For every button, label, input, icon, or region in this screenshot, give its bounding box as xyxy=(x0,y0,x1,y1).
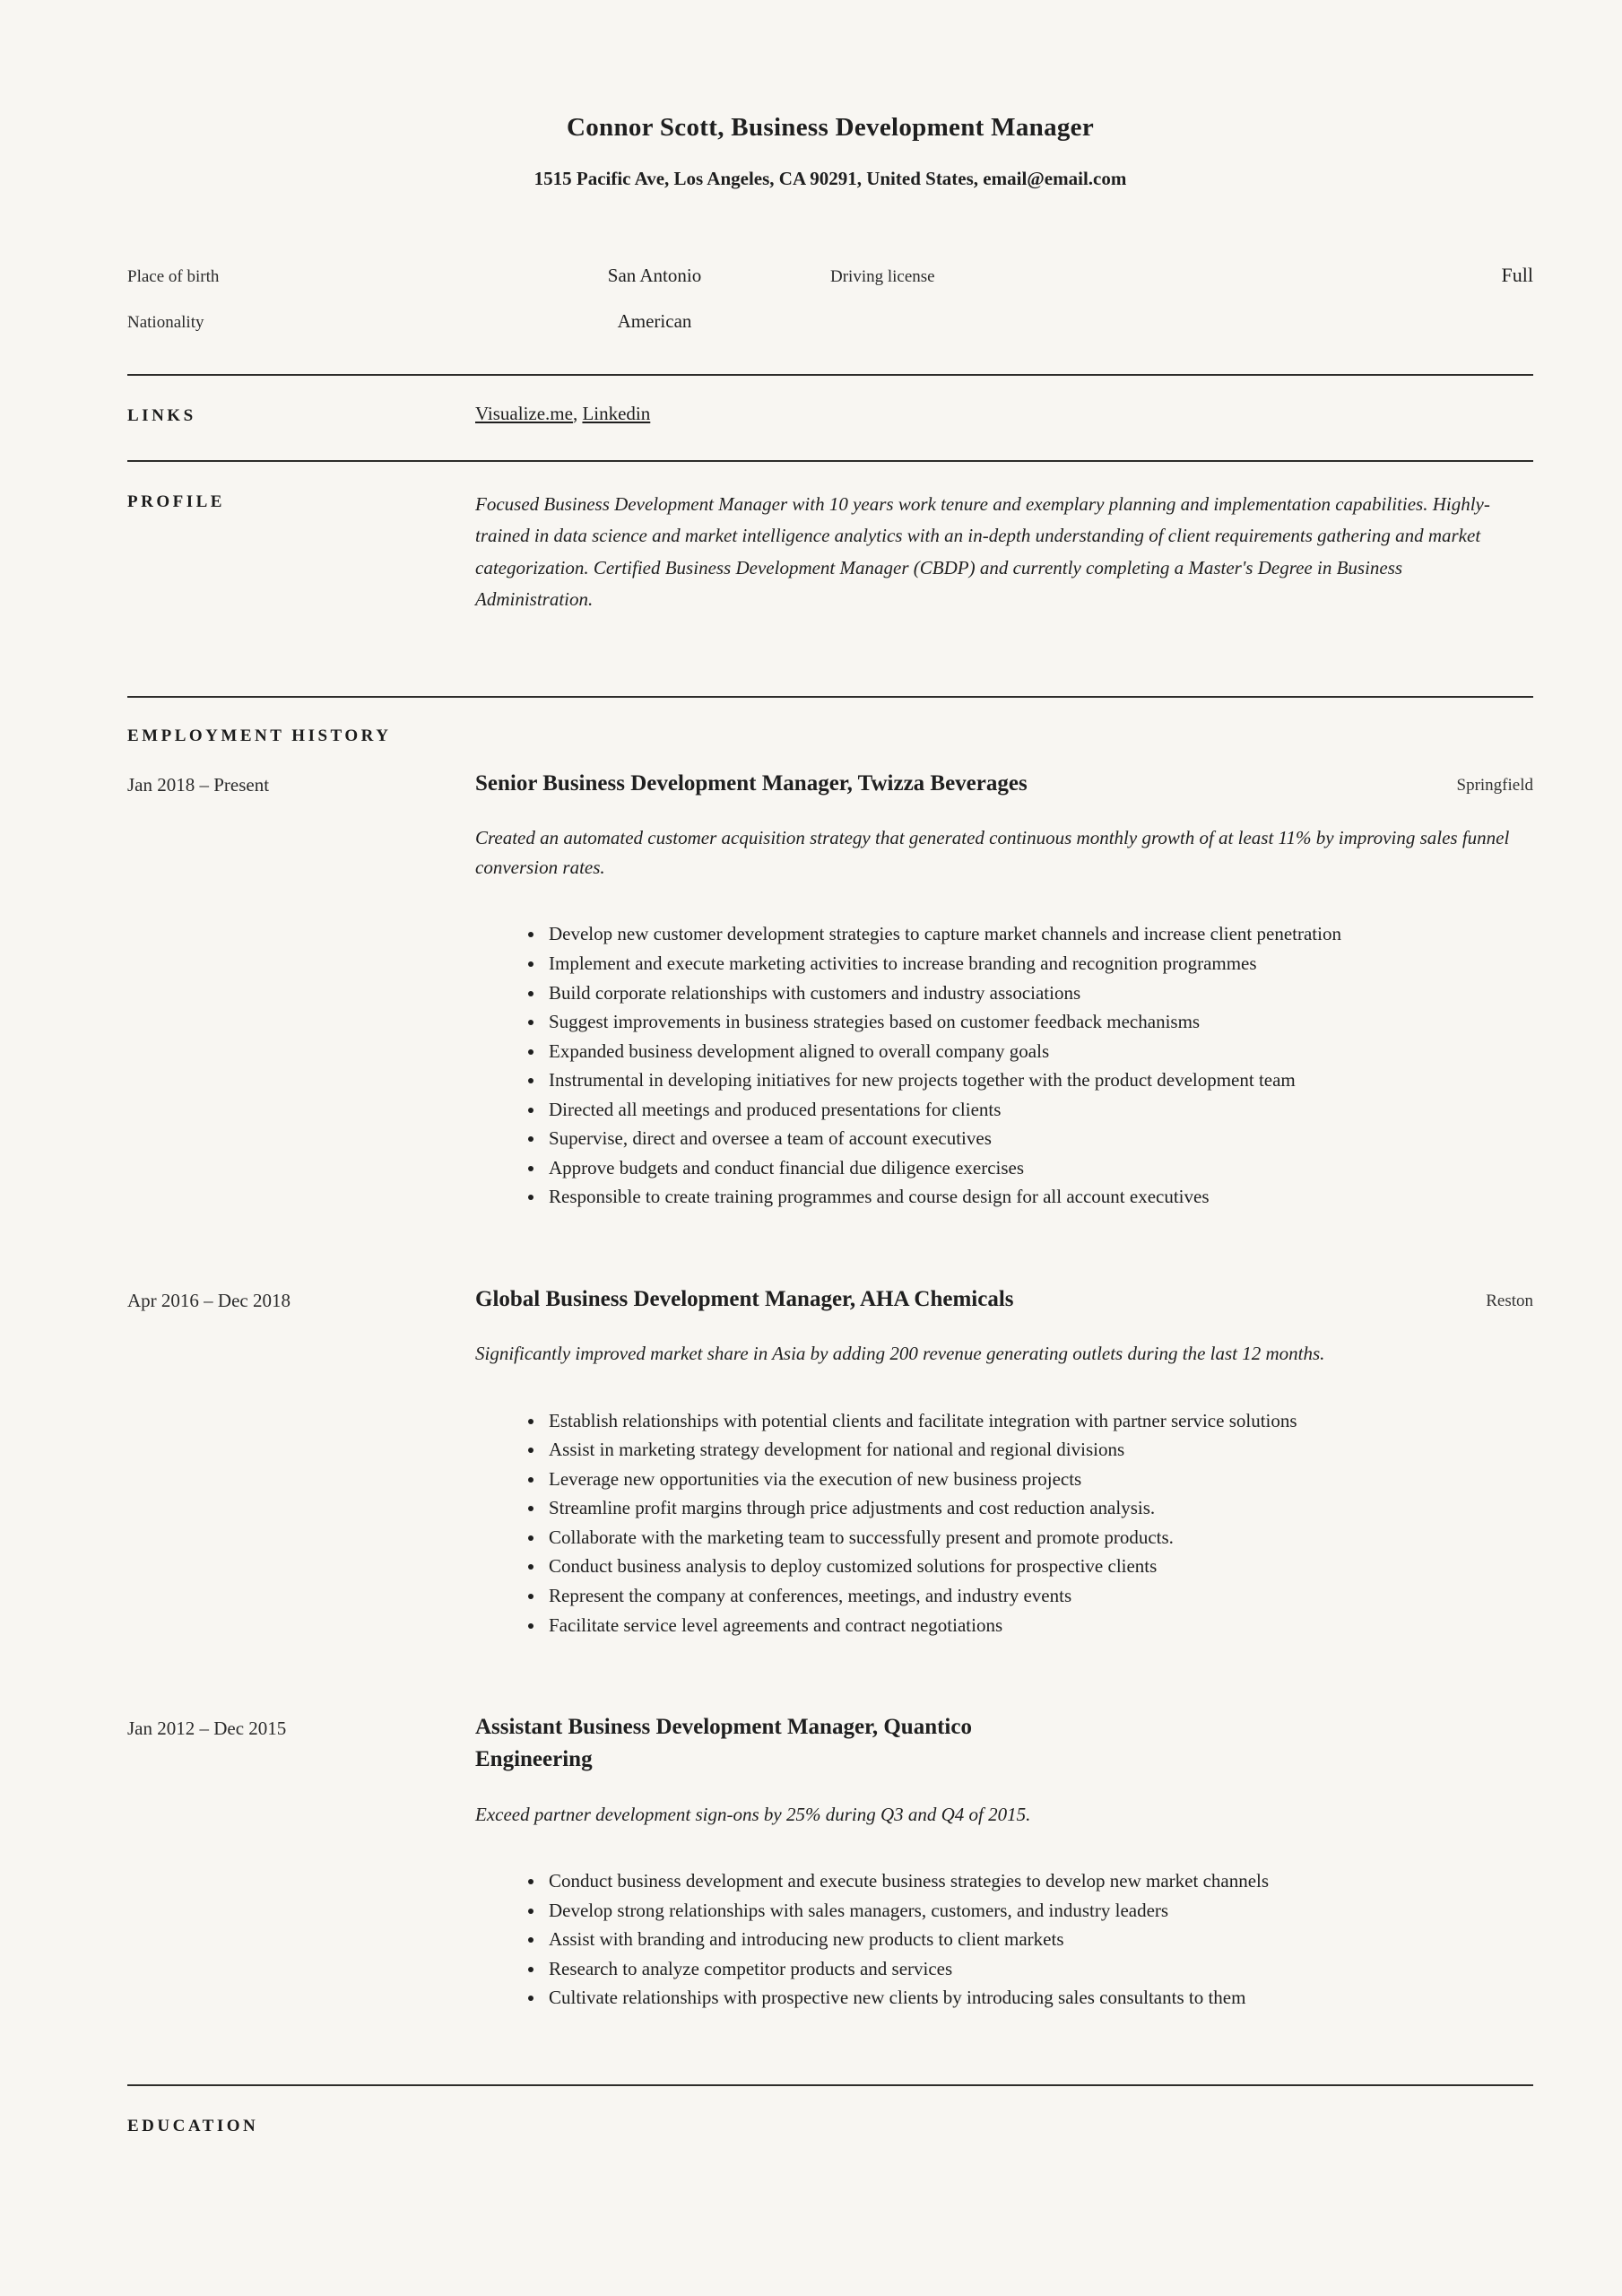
employment-section-header xyxy=(127,698,1533,768)
job-main xyxy=(475,1711,1533,2013)
bullet-item: • Establish relationships with potential clients and facilitate integration with partner service solutions xyxy=(545,1406,1497,1436)
job-entry xyxy=(127,1283,1533,1639)
bullet-item: • Cultivate relationships with prospective new clients by introducing sales consultants to them xyxy=(545,1983,1497,2013)
bullet-item: • Streamline profit margins through price adjustments and cost reduction analysis. xyxy=(545,1493,1497,1523)
personal-details xyxy=(127,264,1533,333)
job-bullet-list xyxy=(475,1866,1497,2013)
bullet-item: • Assist with branding and introducing new products to client markets xyxy=(545,1925,1497,1954)
bullet-item: • Approve budgets and conduct financial due diligence exercises xyxy=(545,1153,1497,1183)
job-title: Assistant Business Development Manager, Quantico Engineering xyxy=(475,1715,972,1772)
job-main xyxy=(475,768,1533,1212)
bullet-item: • Responsible to create training programmes and course design for all account executives xyxy=(545,1182,1497,1212)
bullet-item: • Implement and execute marketing activities to increase branding and recognition programmes xyxy=(545,949,1497,978)
links-section xyxy=(127,376,1533,460)
contact-line: 1515 Pacific Ave, Los Angeles, CA 90291, United States, email@email.com xyxy=(533,168,1127,189)
bullet-item: • Supervise, direct and oversee a team of account executives xyxy=(545,1124,1497,1153)
job-location: Reston xyxy=(1486,1291,1533,1310)
bullet-item: • Suggest improvements in business strategies based on customer feedback mechanisms xyxy=(545,1007,1497,1037)
driving-license-label: Driving license xyxy=(830,267,935,286)
job-entry xyxy=(127,1711,1533,2013)
bullet-item: • Instrumental in developing initiatives for new projects together with the product development team xyxy=(545,1065,1497,1095)
job-dates: Jan 2012 – Dec 2015 xyxy=(127,1718,287,1740)
bullet-item: • Conduct business analysis to deploy customized solutions for prospective clients xyxy=(545,1552,1497,1581)
job-dates: Jan 2018 – Present xyxy=(127,774,270,796)
profile-heading: PROFILE xyxy=(127,492,225,511)
bullet-item: • Represent the company at conferences, meetings, and industry events xyxy=(545,1581,1497,1611)
profile-section xyxy=(127,462,1533,696)
links-list xyxy=(475,403,1533,426)
place-of-birth-label: Place of birth xyxy=(127,267,220,286)
bullet-item: • Build corporate relationships with customers and industry associations xyxy=(545,978,1497,1008)
place-of-birth-value: San Antonio xyxy=(607,265,702,286)
job-bullet-list xyxy=(475,919,1497,1211)
bullet-item: • Facilitate service level agreements and contract negotiations xyxy=(545,1611,1497,1640)
job-main xyxy=(475,1283,1533,1639)
job-title: Senior Business Development Manager, Twizza Beverages xyxy=(475,771,1028,796)
job-summary: Exceed partner development sign-ons by 25% during Q3 and Q4 of 2015. xyxy=(475,1803,1031,1825)
bullet-item: • Collaborate with the marketing team to successfully present and promote products. xyxy=(545,1523,1497,1552)
education-section-header xyxy=(127,2086,1533,2170)
bullet-item: • Leverage new opportunities via the execution of new business projects xyxy=(545,1465,1497,1494)
job-title: Global Business Development Manager, AHA Chemicals xyxy=(475,1286,1014,1311)
bullet-item: • Research to analyze competitor products and services xyxy=(545,1954,1497,1984)
bullet-item: • Develop strong relationships with sales managers, customers, and industry leaders xyxy=(545,1896,1497,1926)
employment-heading: EMPLOYMENT HISTORY xyxy=(127,726,392,746)
job-location: Springfield xyxy=(1456,776,1533,796)
job-dates: Apr 2016 – Dec 2018 xyxy=(127,1289,291,1311)
job-entry xyxy=(127,768,1533,1212)
bullet-item: • Expanded business development aligned to overall company goals xyxy=(545,1037,1497,1066)
education-heading: EDUCATION xyxy=(127,2116,259,2135)
links-heading: LINKS xyxy=(127,406,196,425)
link-linkedin[interactable]: Linkedin xyxy=(582,403,651,424)
bullet-item: • Develop new customer development strategies to capture market channels and increase client penetration xyxy=(545,919,1497,949)
link-visualizeme[interactable]: Visualize.me xyxy=(475,403,573,424)
job-summary: Created an automated customer acquisition strategy that generated continuous monthly growth of at least 11% by improving sales funnel conversion rates. xyxy=(475,827,1510,878)
nationality-value: American xyxy=(617,310,692,332)
profile-text: Focused Business Development Manager with 10 years work tenure and exemplary planning and implementation capabilities. Highly-trained in data science and market intelligence analytics with an in-depth understanding of client requirements gathering and market categorization. Certified Business Development Manager (CBDP) and currently completing a Master's Degree in Business Administration. xyxy=(475,493,1490,610)
nationality-label: Nationality xyxy=(127,313,204,332)
candidate-name: Connor Scott, Business Development Manager xyxy=(566,113,1095,142)
links-separator: , xyxy=(572,403,583,424)
bullet-item: • Conduct business development and execute business strategies to develop new market channels xyxy=(545,1866,1497,1896)
job-summary: Significantly improved market share in Asia by adding 200 revenue generating outlets during the last 12 months. xyxy=(475,1343,1325,1365)
job-bullet-list xyxy=(475,1406,1497,1639)
bullet-item: • Assist in marketing strategy development for national and regional divisions xyxy=(545,1435,1497,1465)
driving-license-value: Full xyxy=(1501,264,1533,286)
bullet-item: • Directed all meetings and produced presentations for clients xyxy=(545,1095,1497,1125)
